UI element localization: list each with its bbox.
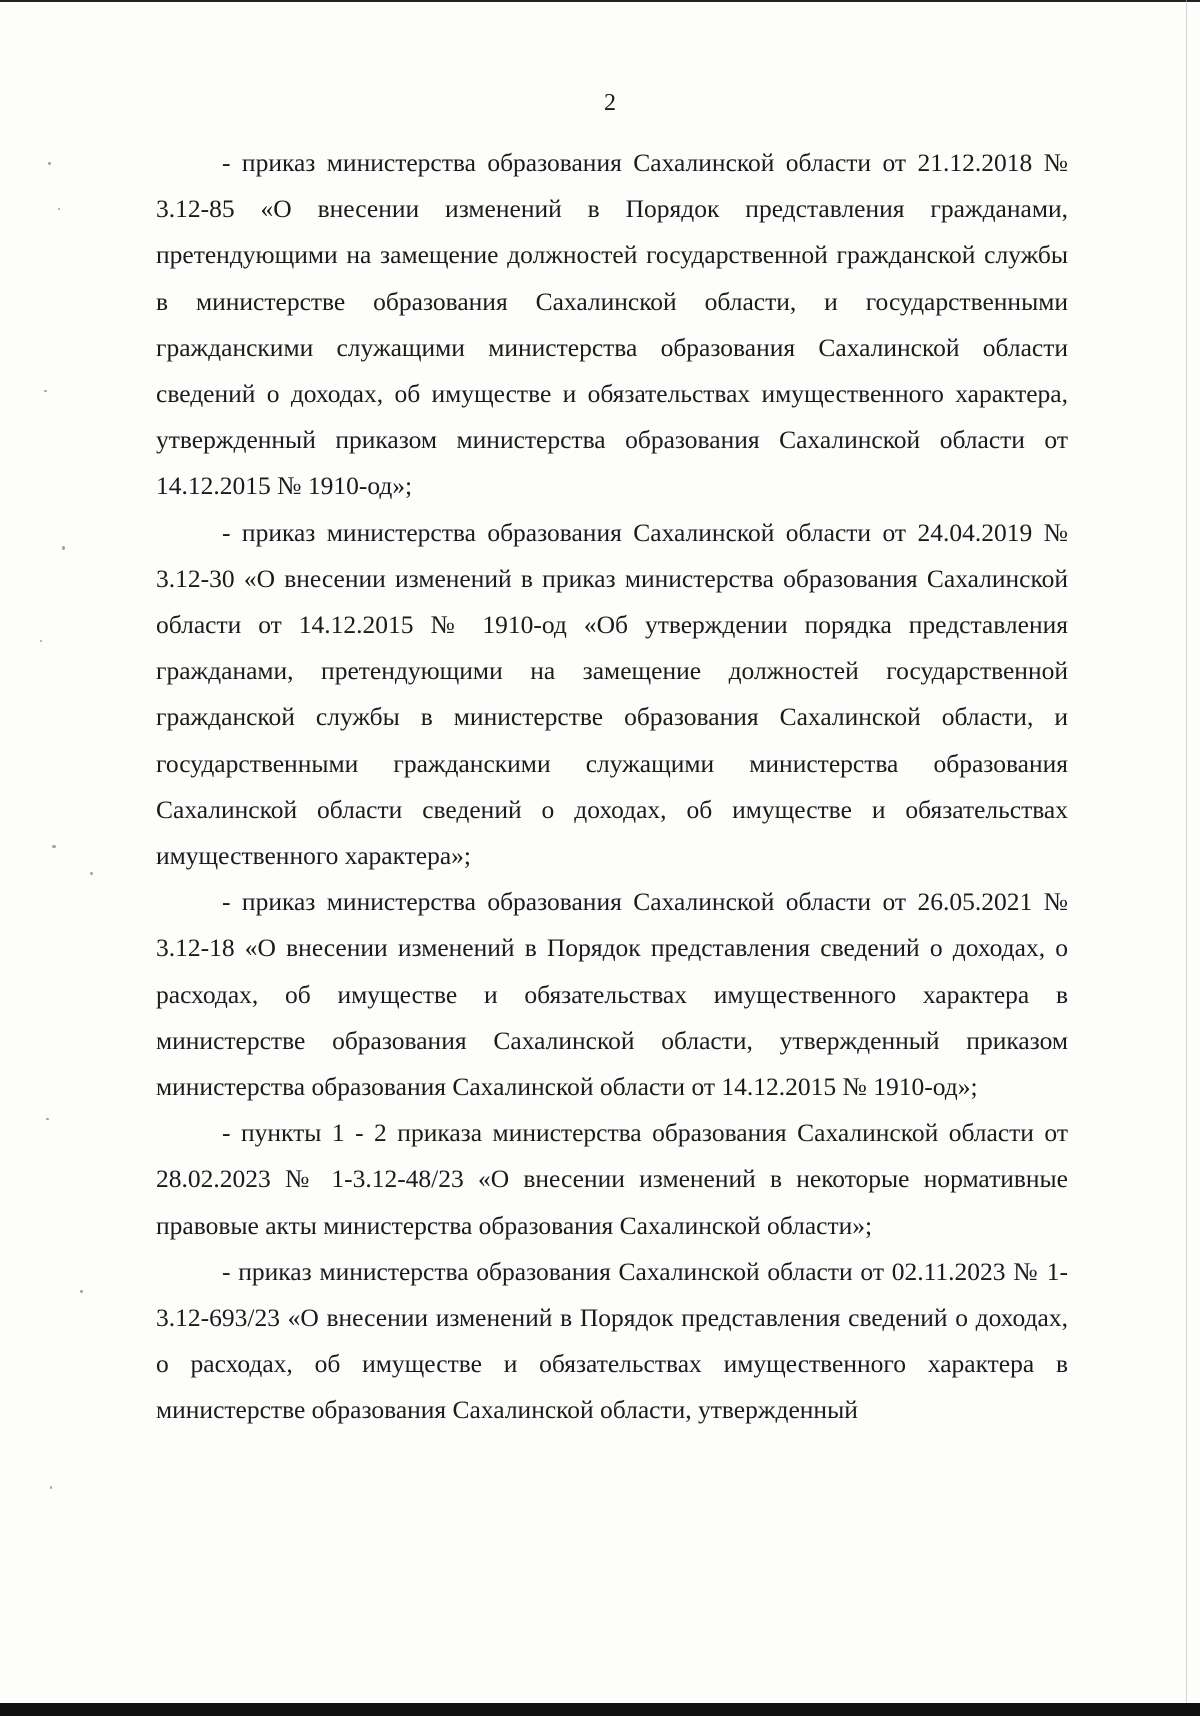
scan-speck xyxy=(46,1118,49,1120)
paragraph-order-2021: - приказ министерства образования Сахалинской области от 26.05.2021 № 3.12-18 «О внесении изменений в Порядок представления сведений о доходах, о расходах, об имуществе и обязательствах имущественного характера в министерстве образования Сахалинской области, утвержденный приказом министерства образования Сахалинской области от 14.12.2015 № 1910-од»; xyxy=(156,887,1068,1102)
scan-speck xyxy=(50,1486,52,1489)
scan-bottom-edge xyxy=(0,1703,1200,1716)
paragraph-order-2019: - приказ министерства образования Сахалинской области от 24.04.2019 № 3.12-30 «О внесении изменений в приказ министерства образования Сахалинской области от 14.12.2015 № 1910-од «Об утверждении порядка представления гражданами, претендующими на замещение должностей государственной гражданской службы в министерстве образования Сахалинской области, и государственными гражданскими служащими министерства образования Сахалинской области сведений о доходах, об имуществе и обязательствах имущественного характера»; xyxy=(156,517,1068,871)
scan-speck xyxy=(90,872,93,875)
scan-speck xyxy=(44,390,47,392)
scan-top-edge xyxy=(0,0,1200,2)
scan-speck xyxy=(48,162,51,165)
page-number: 2 xyxy=(604,90,616,116)
scan-right-edge xyxy=(1186,0,1187,1703)
scan-speck xyxy=(58,208,60,210)
paragraph-order-2018: - приказ министерства образования Сахалинской области от 21.12.2018 № 3.12-85 «О внесении изменений в Порядок представления гражданами, претендующими на замещение должностей государственной гражданской службы в министерстве образования Сахалинской области, и государственными гражданскими служащими министерства образования Сахалинской области сведений о доходах, об имуществе и обязательствах имущественного характера, утвержденный приказом министерства образования Сахалинской области от 14.12.2015 № 1910-од»; xyxy=(156,148,1068,501)
paragraph-order-feb-2023: - пункты 1 - 2 приказа министерства образования Сахалинской области от 28.02.2023 № 1-3.12-48/23 «О внесении изменений в некоторые нормативные правовые акты министерства образования Сахалинской области»; xyxy=(156,1118,1068,1240)
document-body xyxy=(156,140,1068,1434)
scan-speck xyxy=(80,1290,83,1293)
scan-speck xyxy=(40,640,42,642)
paragraph-order-nov-2023: - приказ министерства образования Сахалинской области от 02.11.2023 № 1-3.12-693/23 «О внесении изменений в Порядок представления сведений о доходах, о расходах, об имуществе и обязательствах имущественного характера в министерстве образования Сахалинской области, утвержденный xyxy=(156,1256,1068,1425)
scan-speck xyxy=(62,546,65,550)
scan-speck xyxy=(52,845,56,848)
